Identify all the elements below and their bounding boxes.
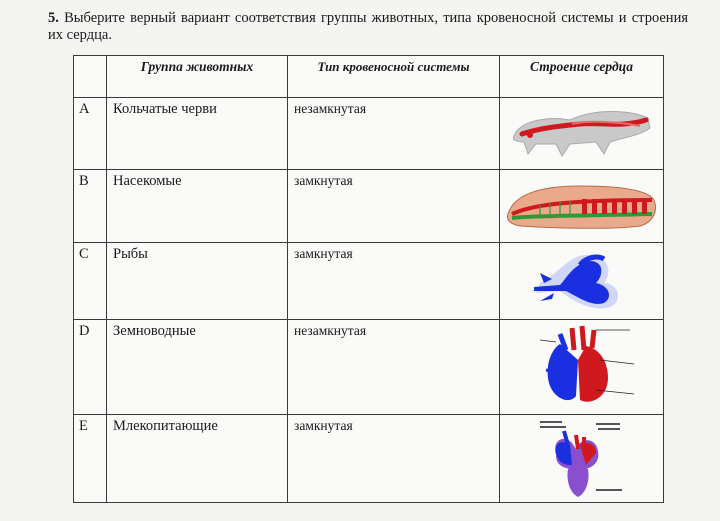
row-heart-image [500,170,664,243]
row-heart-image [500,320,664,415]
header-heart: Строение сердца [500,56,664,98]
mammal-heart-diagram [500,320,662,413]
fish-heart-diagram [500,243,662,318]
row-type: замкнутая [288,415,500,503]
row-type: замкнутая [288,170,500,243]
row-heart-image [500,98,664,170]
row-group: Кольчатые черви [107,98,288,170]
row-heart-image [500,415,664,503]
header-group: Группа животных [107,56,288,98]
corner-cell [74,56,107,98]
question-body: Выберите верный вариант соответствия группы животных, типа кровеносной системы и строения их сердца. [48,10,688,43]
row-group: Насекомые [107,170,288,243]
table-row [74,243,664,320]
table-row [74,415,664,503]
table-row [74,170,664,243]
row-letter: E [74,415,107,503]
row-letter: A [74,98,107,170]
row-group: Рыбы [107,243,288,320]
row-group: Млекопитающие [107,415,288,503]
row-group: Земноводные [107,320,288,415]
row-heart-image [500,243,664,320]
row-letter: B [74,170,107,243]
question-text [48,10,688,44]
matching-table [73,55,664,503]
table-row [74,98,664,170]
header-type: Тип кровеносной системы [288,56,500,98]
row-type: замкнутая [288,243,500,320]
amphibian-heart-diagram [500,415,662,501]
row-letter: C [74,243,107,320]
table-row [74,320,664,415]
header-row [74,56,664,98]
row-type: незамкнутая [288,320,500,415]
insect-circulatory-diagram [500,98,662,168]
question-number: 5. [48,10,59,26]
row-type: незамкнутая [288,98,500,170]
row-letter: D [74,320,107,415]
annelid-circulatory-diagram [500,170,662,241]
